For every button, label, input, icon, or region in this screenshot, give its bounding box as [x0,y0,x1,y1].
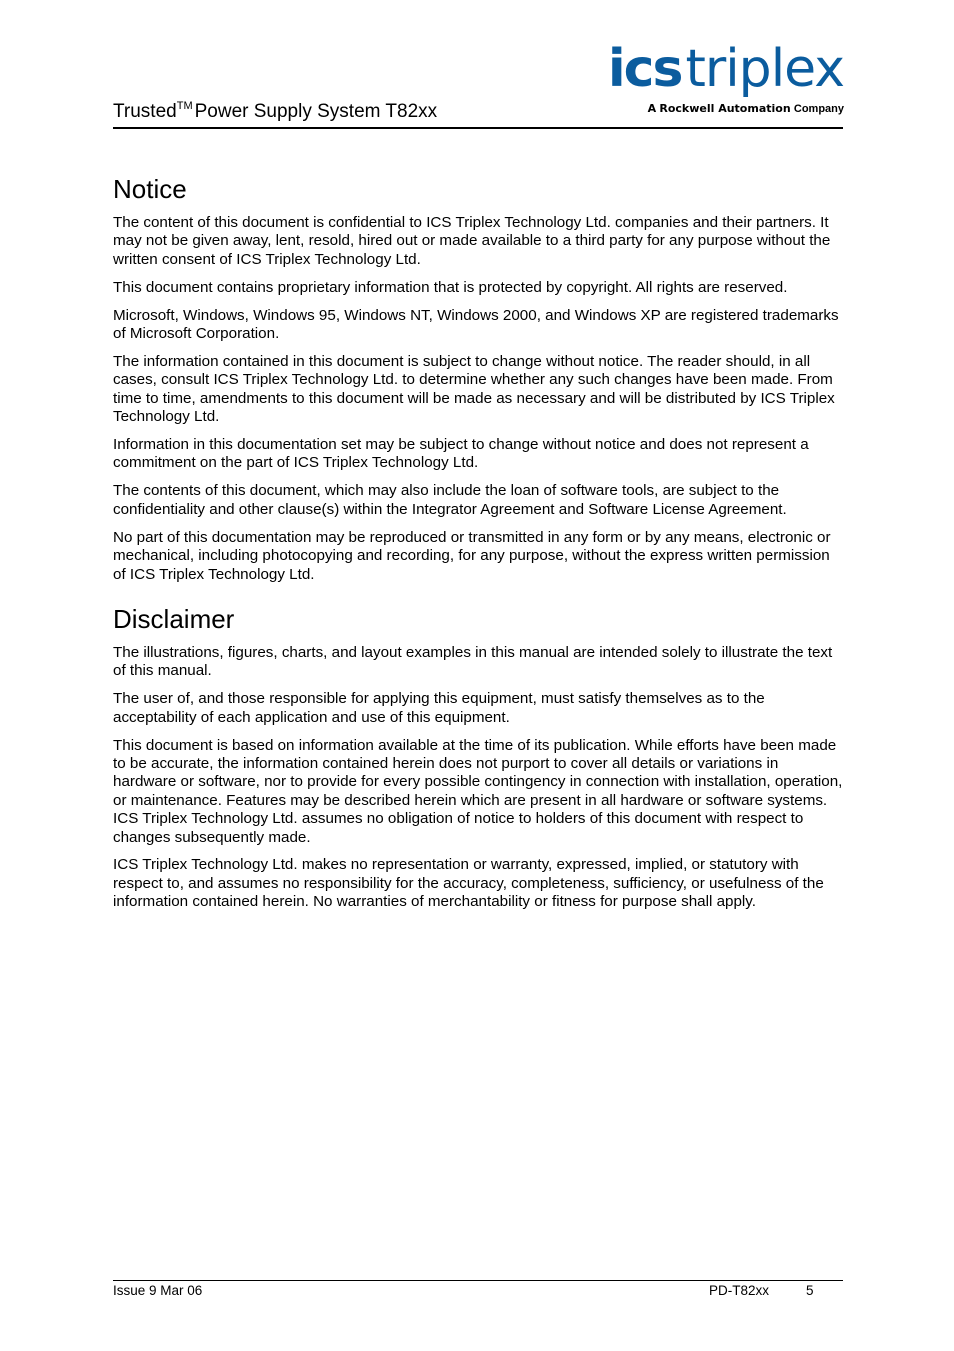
notice-paragraph: The contents of this document, which may also include the loan of software tools, are subject to the confidentiality and other clause(s) within the Integrator Agreement and Software License Agreement. [113,482,787,518]
notice-section [113,172,843,584]
footer-document-id: PD-T82xx [709,1283,770,1298]
logo-tagline [648,102,844,116]
disclaimer-paragraph: The illustrations, figures, charts, and layout examples in this manual are intended solely to illustrate the text of this manual. [113,643,833,680]
disclaimer-paragraph: ICS Triplex Technology Ltd. makes no representation or warranty, expressed, implied, or statutory with respect to, and assumes no responsibility for the accuracy, completeness, sufficiency, or usefulness of the information contained herein. No warranties of merchantability or fitness for purpose shall apply. [113,856,824,911]
document-header-title [113,100,437,124]
notice-paragraph: The content of this document is confidential to ICS Triplex Technology Ltd. companies and their partners. It may not be given away, lent, resold, hired out or made available to a third party for any purpose without the written consent of ICS Triplex Technology Ltd. [113,214,831,268]
ics-triplex-logo [607,39,844,120]
footer-page-number: 5 [806,1283,814,1298]
logo-tagline-brand: Rockwell Automation [659,102,791,115]
logo-tagline-company: Company [793,103,844,115]
logo-wordmark [608,40,844,98]
logo-triplex-text: triplex [685,39,844,99]
disclaimer-section [113,602,843,912]
notice-paragraph: Microsoft, Windows, Windows 95, Windows NT, Windows 2000, and Windows XP are registered trademarks of Microsoft Corporation. [113,306,839,343]
logo-ics-text: ics [607,39,682,99]
notice-paragraph: The information contained in this document is subject to change without notice. The reader should, in all cases, consult ICS Triplex Technology Ltd. to determine whether any such changes have been made. From time to time, amendments to this document will be made as necessary and will be distributed by ICS Triplex Technology Ltd. [113,352,835,426]
header-divider [113,127,843,129]
notice-paragraph: Information in this documentation set may be subject to change without notice and does not represent a commitment on the part of ICS Triplex Technology Ltd. [113,436,809,472]
footer-issue: Issue 9 Mar 06 [113,1283,203,1298]
header-title-prefix: Trusted [113,101,177,122]
disclaimer-paragraph: This document is based on information available at the time of its publication. While efforts have been made to be accurate, the information contained herein does not purport to cover all details or variations in hardware or software, nor to provide for every possible contingency in connection with installation, operation, or maintenance. Features may be described herein which are present in all hardware or software systems. ICS Triplex Technology Ltd. assumes no obligation of notice to holders of this document with respect to changes subsequently made. [113,736,843,846]
document-body [113,172,843,921]
trademark-superscript: TM [176,100,193,112]
notice-paragraph: No part of this documentation may be reproduced or transmitted in any form or by any means, electronic or mechanical, including photocopying and recording, for any purpose, without the express written permission of ICS Triplex Technology Ltd. [113,528,831,583]
notice-paragraph: This document contains proprietary information that is protected by copyright. All rights are reserved. [113,278,788,296]
footer-divider [113,1280,843,1281]
disclaimer-paragraph: The user of, and those responsible for applying this equipment, must satisfy themselves as to the acceptability of each application and use of this equipment. [113,690,765,726]
header-title-suffix: Power Supply System T82xx [194,101,438,122]
logo-tagline-a: A [647,102,657,115]
notice-heading: Notice [113,174,187,204]
disclaimer-heading: Disclaimer [113,603,235,634]
